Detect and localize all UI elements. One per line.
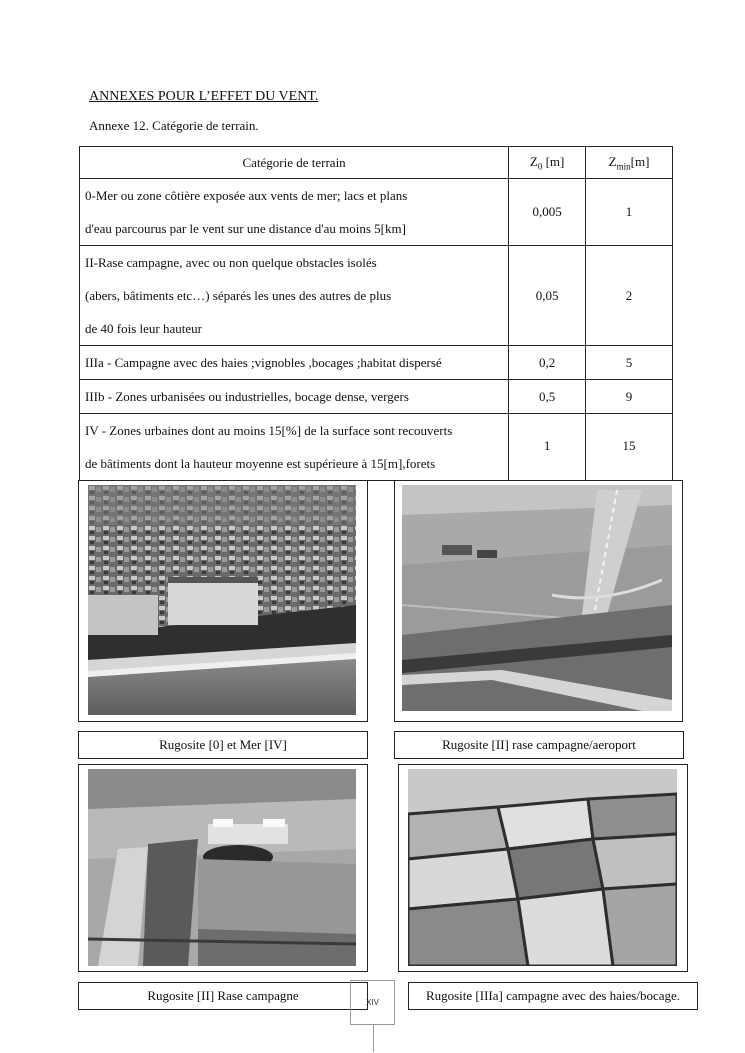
row-zmin: 1 — [586, 179, 673, 246]
table-row — [80, 179, 673, 246]
row-description: 0-Mer ou zone côtière exposée aux vents de mer; lacs et plans d'eau parcourus par le vent sur une distance d'au moins 5[km] — [80, 179, 509, 246]
row-zmin: 15 — [586, 414, 673, 481]
caption-airport: Rugosite [II] rase campagne/aeroport — [394, 731, 684, 759]
row-zmin: 5 — [586, 346, 673, 380]
table-header-row — [80, 147, 673, 179]
caption-countryside: Rugosite [II] Rase campagne — [78, 982, 368, 1010]
row-description: IV - Zones urbaines dont au moins 15[%] de la surface sont recouverts de bâtiments dont la hauteur moyenne est supérieure à 15[m],forets — [80, 414, 509, 481]
annex-title: Annexe 12. Catégorie de terrain. — [89, 118, 259, 133]
header-z0: $Z_0$ [m] — [509, 147, 586, 179]
table-row — [80, 246, 673, 346]
row-z0: 0,5 — [509, 380, 586, 414]
row-z0: 0,2 — [509, 346, 586, 380]
row-description: IIIb - Zones urbanisées ou industrielles, bocage dense, vergers — [80, 380, 509, 414]
photo-countryside — [88, 769, 356, 966]
table-row — [80, 346, 673, 380]
photo-city-coast — [88, 485, 356, 715]
table-row — [80, 380, 673, 414]
row-description: II-Rase campagne, avec ou non quelque obstacles isolés (abers, bâtiments etc…) séparés les unes des autres de plus de 40 fois leur hauteur — [80, 246, 509, 346]
page-heading: ANNEXES POUR L’EFFET DU VENT. — [89, 89, 319, 104]
header-category: Catégorie de terrain — [80, 147, 509, 179]
table-row — [80, 414, 673, 481]
caption-city: Rugosite [0] et Mer [IV] — [78, 731, 368, 759]
row-description: IIIa - Campagne avec des haies ;vignobles ,bocages ;habitat dispersé — [80, 346, 509, 380]
row-zmin: 2 — [586, 246, 673, 346]
page-number: XIV — [350, 980, 395, 1025]
header-zmin: $Z_{min}[m]$ — [586, 147, 673, 179]
photo-airport — [402, 485, 672, 711]
row-z0: 0,05 — [509, 246, 586, 346]
row-z0: 1 — [509, 414, 586, 481]
caption-hedges: Rugosite [IIIa] campagne avec des haies/bocage. — [408, 982, 698, 1010]
photo-hedges-bocage — [408, 769, 677, 966]
row-zmin: 9 — [586, 380, 673, 414]
page-number-line — [373, 1024, 374, 1052]
terrain-category-table — [79, 146, 673, 481]
row-z0: 0,005 — [509, 179, 586, 246]
